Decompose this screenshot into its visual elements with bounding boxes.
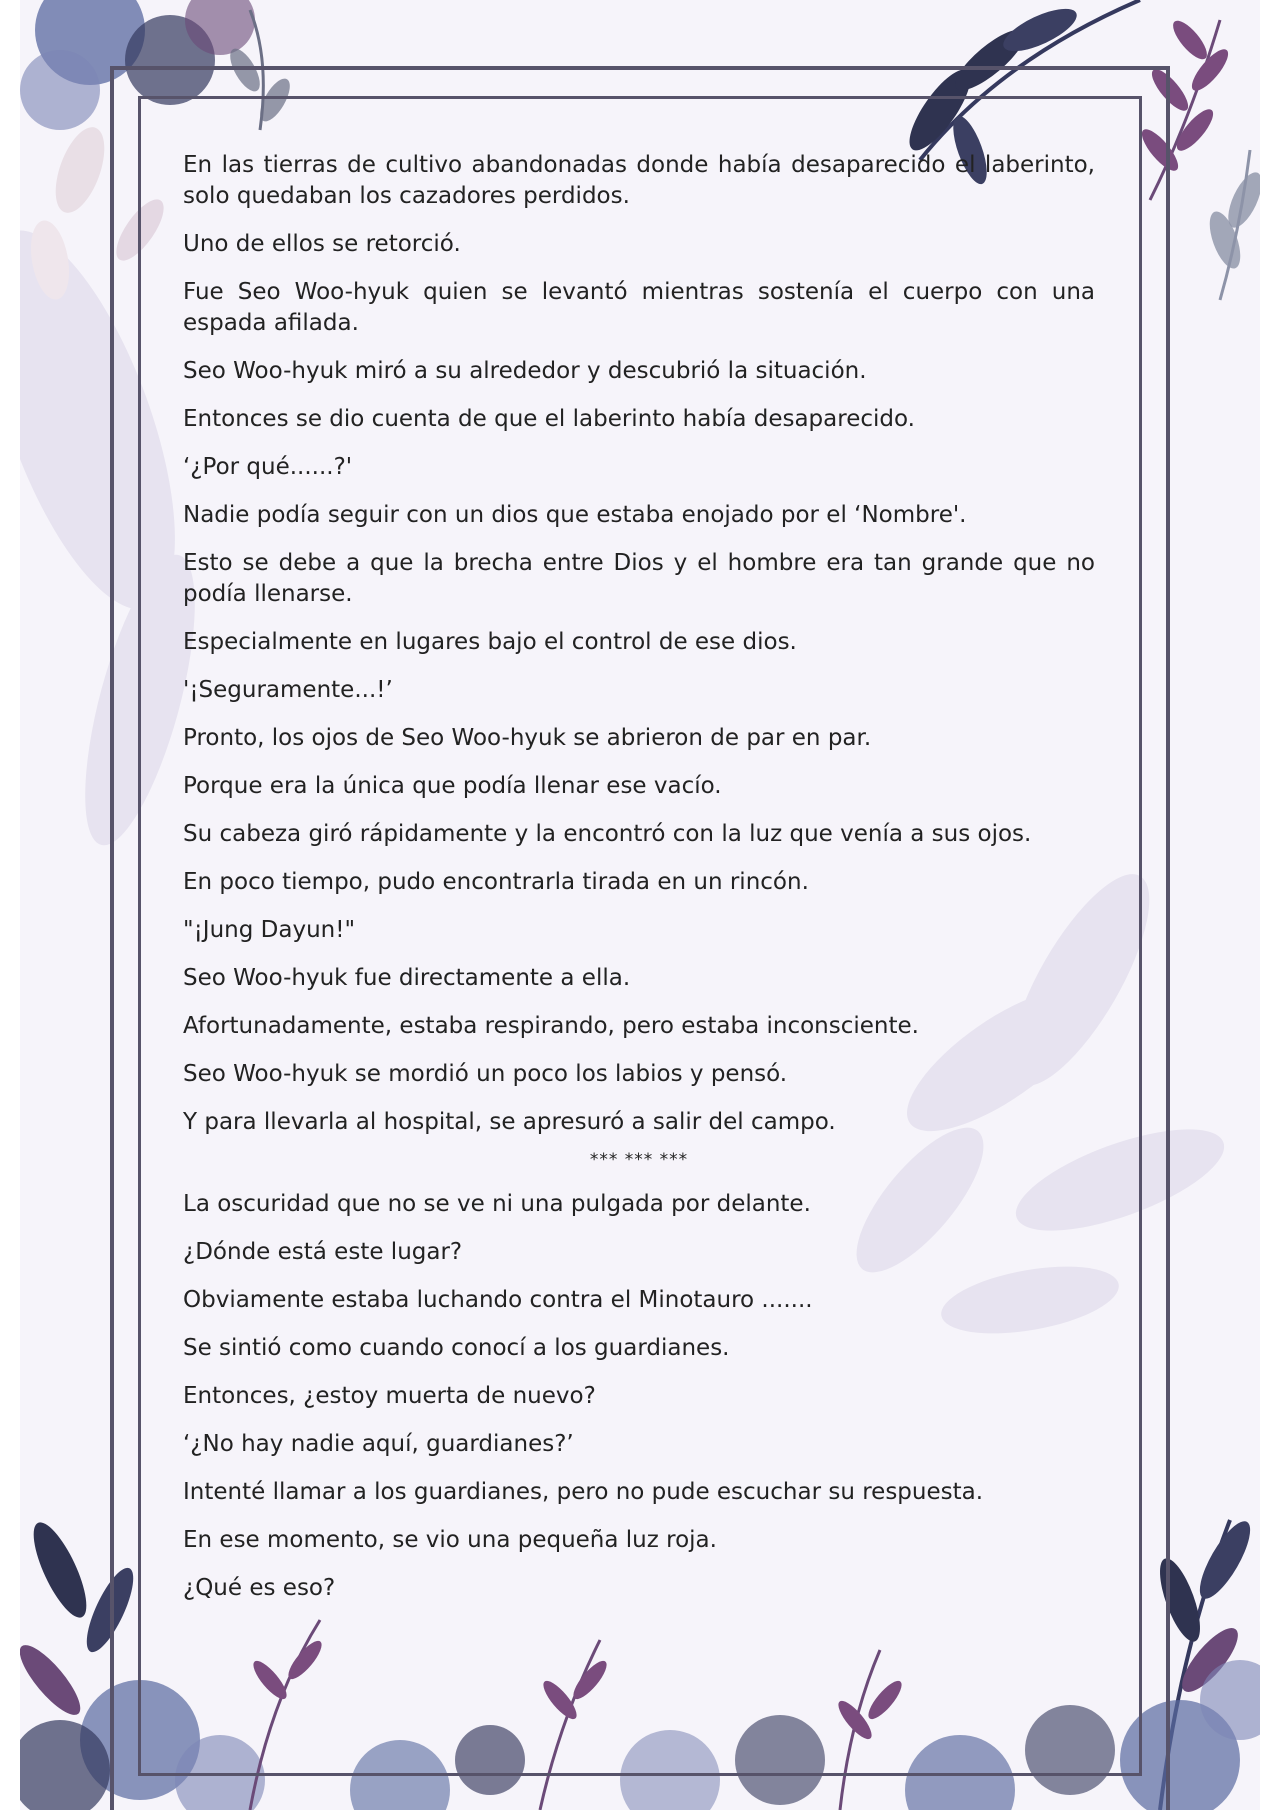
paragraph: La oscuridad que no se ve ni una pulgada por delante. <box>183 1191 811 1217</box>
paragraph: Y para llevarla al hospital, se apresuró a salir del campo. <box>183 1109 836 1135</box>
paragraph: Porque era la única que podía llenar ese vacío. <box>183 773 722 799</box>
paragraph: Especialmente en lugares bajo el control de ese dios. <box>183 629 797 655</box>
paragraph: Seo Woo-hyuk se mordió un poco los labios y pensó. <box>183 1061 788 1087</box>
paragraph: Fue Seo Woo-hyuk quien se levantó mientras sostenía el cuerpo con una espada afilada. <box>183 279 1095 336</box>
paragraph: Se sintió como cuando conocí a los guardianes. <box>183 1335 730 1361</box>
paragraph: Nadie podía seguir con un dios que estaba enojado por el ‘Nombre'. <box>183 502 967 528</box>
scene-separator: *** *** *** <box>589 1150 689 1170</box>
paragraph: Seo Woo-hyuk fue directamente a ella. <box>183 965 631 991</box>
paragraph: Entonces, ¿estoy muerta de nuevo? <box>183 1383 596 1409</box>
paragraph: Su cabeza giró rápidamente y la encontró con la luz que venía a sus ojos. <box>183 821 1032 847</box>
paragraph: Seo Woo-hyuk miró a su alrededor y descubrió la situación. <box>183 358 867 384</box>
paragraph: Pronto, los ojos de Seo Woo-hyuk se abrieron de par en par. <box>183 725 872 751</box>
paragraph: ‘¿Por qué......?' <box>183 454 353 480</box>
paragraph: En poco tiempo, pudo encontrarla tirada en un rincón. <box>183 869 809 895</box>
paragraph: ¿Dónde está este lugar? <box>183 1239 463 1265</box>
paragraph: '¡Seguramente...!’ <box>183 677 393 703</box>
paragraph: En ese momento, se vio una pequeña luz roja. <box>183 1527 717 1553</box>
paragraph: Intenté llamar a los guardianes, pero no pude escuchar su respuesta. <box>183 1479 984 1505</box>
paragraph: Afortunadamente, estaba respirando, pero estaba inconsciente. <box>183 1013 919 1039</box>
paragraph: ‘¿No hay nadie aquí, guardianes?’ <box>183 1431 574 1457</box>
paragraph: Uno de ellos se retorció. <box>183 231 461 257</box>
paragraph: En las tierras de cultivo abandonadas donde había desaparecido el laberinto, solo quedaban los cazadores perdidos. <box>183 152 1095 209</box>
paragraph: "¡Jung Dayun!" <box>183 917 356 943</box>
paragraph: Obviamente estaba luchando contra el Minotauro ....... <box>183 1287 813 1313</box>
paragraph: ¿Qué es eso? <box>183 1575 336 1601</box>
paragraph: Esto se debe a que la brecha entre Dios y el hombre era tan grande que no podía llenarse. <box>183 550 1095 607</box>
paragraph: Entonces se dio cuenta de que el laberinto había desaparecido. <box>183 406 915 432</box>
story-text <box>183 150 1095 1621</box>
